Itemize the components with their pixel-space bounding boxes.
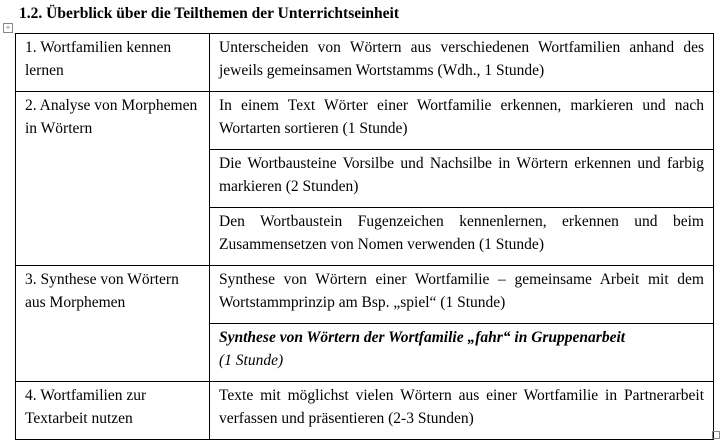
content-cell: Synthese von Wörtern einer Wortfamilie – gemeinsame Arbeit mit dem Wortstammprinzip am Bsp. „spiel“ (1 Stunde) xyxy=(210,266,714,324)
table-move-handle-icon[interactable]: + xyxy=(3,23,13,33)
section-heading: 1.2. Überblick über die Teilthemen der Unterrichtseinheit xyxy=(19,5,400,22)
content-cell: Den Wortbaustein Fugenzeichen kennenlernen, erkennen und beim Zusammensetzen von Nomen verwenden (1 Stunde) xyxy=(210,208,714,266)
highlight-duration: (1 Stunde) xyxy=(219,352,284,369)
content-cell: Texte mit möglichst vielen Wörtern aus einer Wortfamilie in Partnerarbeit verfassen und präsentieren (2-3 Stunden) xyxy=(210,382,714,440)
topics-table xyxy=(15,33,714,440)
content-cell-highlight xyxy=(210,324,714,382)
table-resize-handle-icon[interactable] xyxy=(712,431,720,439)
content-cell: In einem Text Wörter einer Wortfamilie erkennen, markieren und nach Wortarten sortieren (1 Stunde) xyxy=(210,92,714,150)
content-cell: Unterscheiden von Wörtern aus verschiedenen Wortfamilien anhand des jeweils gemeinsamen Wortstamms (Wdh., 1 Stunde) xyxy=(210,34,714,92)
table-row xyxy=(16,92,714,150)
topic-cell: 2. Analyse von Morphemen in Wörtern xyxy=(16,92,210,266)
topic-cell: 4. Wortfamilien zur Textarbeit nutzen xyxy=(16,382,210,440)
content-cell: Die Wortbausteine Vorsilbe und Nachsilbe in Wörtern erkennen und farbig markieren (2 Stunden) xyxy=(210,150,714,208)
topic-cell: 1. Wortfamilien kennen lernen xyxy=(16,34,210,92)
table-row xyxy=(16,34,714,92)
highlight-bold-text: Synthese von Wörtern der Wortfamilie „fahr“ in Gruppenarbeit xyxy=(219,329,626,346)
table-row xyxy=(16,266,714,324)
table-row xyxy=(16,382,714,440)
topic-cell: 3. Synthese von Wörtern aus Morphemen xyxy=(16,266,210,382)
